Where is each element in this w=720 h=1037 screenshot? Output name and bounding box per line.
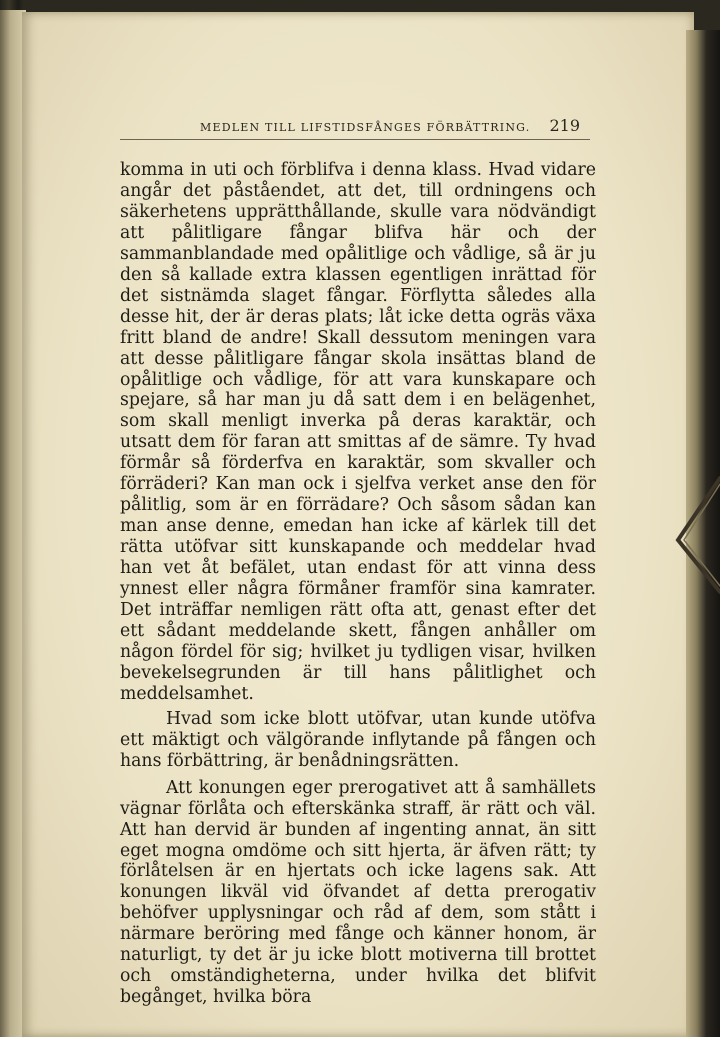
paragraph-3: Att konungen eger prerogativet att å samhällets vägnar förlåta och efterskänka straff, är rätt och väl. Att han dervid är bunden af ingenting annat, än sitt eget mogna omdöme och sitt hjerta, är äfven rätt; ty förlåtelsen är en hjertats och icke lagens sak. Att konungen likväl vid öfvandet af detta prerogativ behöfver upplysningar och råd af dem, som stått i närmare beröring med fånge och känner honom, är naturligt, ty det är ju icke blott motiverna till brottet och omständigheterna, under hvilka det blifvit begånget, hvilka böra <box>120 777 596 1008</box>
page-number: 219 <box>549 116 580 135</box>
running-head: MEDLEN TILL LIFSTIDSFÅNGES FÖRBÄTTRING. <box>200 121 531 134</box>
body-text <box>120 160 596 1008</box>
bookmark-string <box>664 470 720 600</box>
header-rule <box>120 139 590 140</box>
paragraph-1: komma in uti och förblifva i denna klass. Hvad vidare angår det påståendet, att det, till ordningens och säkerhetens upprätthållande, skulle vara nödvändigt att pålitligare fångar blifva här och der sammanblandade med opålitlige och vådlige, så är ju den så kallade extra klassen egentligen inrättad för det sistnämda slaget fångar. Förflytta således alla desse hit, der är deras plats; låt icke detta ogräs växa fritt bland de andre! Skall dessutom meningen vara att desse pålitligare fångar skola insättas bland de opålitlige och vådlige, för att vara kunskapare och spejare, så har man ju då satt dem i en belägenhet, som skall menligt inverka på deras karaktär, och utsatt dem för faran att smittas af de sämre. Ty hvad förmår så förderfva en karaktär, som skvaller och förräderi? Kan man ock i sjelfva verket anse den för pålitlig, som är en förrädare? Och såsom sådan kan man anse denne, emedan han icke af kärlek till det rätta utöfvar sitt kunskapande och meddelar hvad han vet åt befälet, utan endast för att vinna dess ynnest eller några förmåner framför sina kamrater. Det inträffar nemligen rätt ofta att, genast efter det ett sådant meddelande skett, fången anhåller om någon fördel för sig; hvilket ju tydligen visar, hvilken bevekelsegrunden är till hans pålitlighet och meddelsamhet. <box>120 160 596 704</box>
paragraph-2: Hvad som icke blott utöfvar, utan kunde utöfva ett mäktigt och välgörande inflytande på fången och hans förbättring, är benådningsrätten. <box>120 708 596 771</box>
page-header <box>200 116 580 135</box>
